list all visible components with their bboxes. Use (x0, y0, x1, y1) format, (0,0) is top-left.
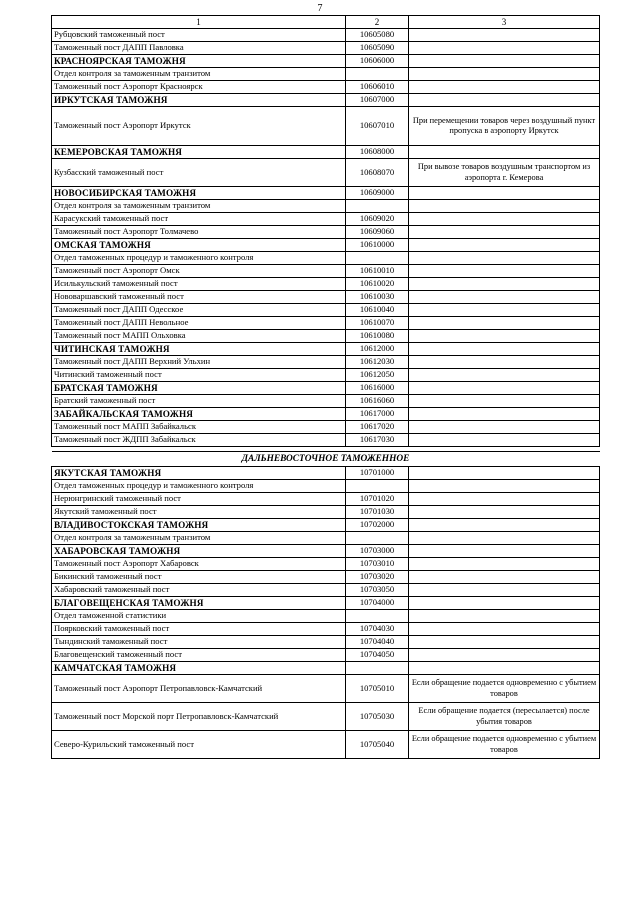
post-note-cell (409, 304, 600, 317)
table-row (52, 252, 600, 265)
customs-office-row (52, 597, 600, 610)
customs-office-row (52, 187, 600, 200)
post-name-cell: Хабаровский таможенный пост (52, 584, 346, 597)
post-name-cell: Отдел контроля за таможенным транзитом (52, 200, 346, 213)
customs-office-row (52, 146, 600, 159)
customs-office-row (52, 55, 600, 68)
post-code-cell: 10609000 (346, 187, 409, 200)
post-name-cell: Таможенный пост Аэропорт Омск (52, 265, 346, 278)
post-note-cell (409, 29, 600, 42)
section-heading-row (52, 452, 600, 467)
post-note-cell: Если обращение подается одновременно с убытием товаров (409, 675, 600, 703)
table-row (52, 107, 600, 146)
customs-office-row (52, 519, 600, 532)
post-code-cell (346, 662, 409, 675)
post-code-cell: 10610020 (346, 278, 409, 291)
customs-office-row (52, 545, 600, 558)
post-code-cell: 10607000 (346, 94, 409, 107)
post-code-cell: 10607010 (346, 107, 409, 146)
post-name-cell: ВЛАДИВОСТОКСКАЯ ТАМОЖНЯ (52, 519, 346, 532)
post-note-cell (409, 94, 600, 107)
post-note-cell (409, 200, 600, 213)
post-name-cell: Нерюнгринский таможенный пост (52, 493, 346, 506)
post-note-cell (409, 506, 600, 519)
post-name-cell: Нововаршавский таможенный пост (52, 291, 346, 304)
post-code-cell: 10610080 (346, 330, 409, 343)
post-code-cell (346, 200, 409, 213)
post-code-cell: 10609020 (346, 213, 409, 226)
post-name-cell: ЗАБАЙКАЛЬСКАЯ ТАМОЖНЯ (52, 408, 346, 421)
post-note-cell (409, 317, 600, 330)
post-code-cell: 10605080 (346, 29, 409, 42)
table-row (52, 421, 600, 434)
post-note-cell (409, 226, 600, 239)
post-code-cell: 10617000 (346, 408, 409, 421)
table-body (52, 16, 600, 759)
customs-office-row (52, 467, 600, 480)
post-code-cell: 10610010 (346, 265, 409, 278)
post-code-cell (346, 480, 409, 493)
post-note-cell (409, 558, 600, 571)
post-code-cell: 10705040 (346, 731, 409, 759)
customs-office-row (52, 382, 600, 395)
post-name-cell: Карасукский таможенный пост (52, 213, 346, 226)
table-row (52, 506, 600, 519)
post-note-cell (409, 55, 600, 68)
post-code-cell: 10703000 (346, 545, 409, 558)
post-name-cell: Кузбасский таможенный пост (52, 159, 346, 187)
table-row (52, 356, 600, 369)
post-name-cell: Благовещенский таможенный пост (52, 649, 346, 662)
post-name-cell: ЧИТИНСКАЯ ТАМОЖНЯ (52, 343, 346, 356)
post-note-cell (409, 662, 600, 675)
table-row (52, 649, 600, 662)
post-note-cell (409, 610, 600, 623)
post-name-cell: Таможенный пост Аэропорт Петропавловск-Камчатский (52, 675, 346, 703)
post-note-cell (409, 493, 600, 506)
table-row (52, 703, 600, 731)
post-code-cell: 10704030 (346, 623, 409, 636)
table-row (52, 731, 600, 759)
table-row (52, 29, 600, 42)
post-code-cell: 10703050 (346, 584, 409, 597)
post-name-cell: КАМЧАТСКАЯ ТАМОЖНЯ (52, 662, 346, 675)
post-code-cell: 10701000 (346, 467, 409, 480)
post-note-cell (409, 252, 600, 265)
post-name-cell: Таможенный пост Аэропорт Хабаровск (52, 558, 346, 571)
table-row (52, 493, 600, 506)
post-note-cell (409, 291, 600, 304)
post-name-cell: НОВОСИБИРСКАЯ ТАМОЖНЯ (52, 187, 346, 200)
post-note-cell (409, 382, 600, 395)
post-name-cell: Поярковский таможенный пост (52, 623, 346, 636)
customs-office-row (52, 239, 600, 252)
post-note-cell (409, 519, 600, 532)
table-row (52, 480, 600, 493)
post-code-cell: 10701030 (346, 506, 409, 519)
table-row (52, 291, 600, 304)
post-name-cell: БЛАГОВЕЩЕНСКАЯ ТАМОЖНЯ (52, 597, 346, 610)
post-code-cell: 10608000 (346, 146, 409, 159)
post-code-cell: 10703020 (346, 571, 409, 584)
post-name-cell: Таможенный пост Аэропорт Красноярск (52, 81, 346, 94)
post-name-cell: Бикинский таможенный пост (52, 571, 346, 584)
post-name-cell: Северо-Курильский таможенный пост (52, 731, 346, 759)
post-code-cell: 10610070 (346, 317, 409, 330)
post-note-cell: Если обращение подается (пересылается) после убытия товаров (409, 703, 600, 731)
post-note-cell (409, 434, 600, 447)
post-note-cell (409, 369, 600, 382)
post-name-cell: КЕМЕРОВСКАЯ ТАМОЖНЯ (52, 146, 346, 159)
post-note-cell (409, 278, 600, 291)
post-note-cell (409, 545, 600, 558)
customs-office-row (52, 662, 600, 675)
section-heading: ДАЛЬНЕВОСТОЧНОЕ ТАМОЖЕННОЕ (52, 452, 600, 467)
post-code-cell: 10704050 (346, 649, 409, 662)
customs-office-row (52, 408, 600, 421)
post-code-cell: 10606010 (346, 81, 409, 94)
post-note-cell (409, 146, 600, 159)
column-header-1: 1 (52, 16, 346, 29)
post-code-cell: 10610030 (346, 291, 409, 304)
post-name-cell: Рубцовский таможенный пост (52, 29, 346, 42)
table-row (52, 369, 600, 382)
post-code-cell: 10616060 (346, 395, 409, 408)
post-name-cell: Таможенный пост МАПП Забайкальск (52, 421, 346, 434)
customs-posts-table (51, 15, 600, 759)
post-code-cell: 10612030 (346, 356, 409, 369)
table-row (52, 395, 600, 408)
table-row (52, 623, 600, 636)
post-note-cell: При перемещении товаров через воздушный пункт пропуска в аэропорту Иркутск (409, 107, 600, 146)
post-note-cell (409, 395, 600, 408)
post-name-cell: Таможенный пост Аэропорт Иркутск (52, 107, 346, 146)
post-note-cell (409, 408, 600, 421)
post-name-cell: Исилькульский таможенный пост (52, 278, 346, 291)
post-code-cell: 10617020 (346, 421, 409, 434)
post-code-cell: 10702000 (346, 519, 409, 532)
post-code-cell: 10612050 (346, 369, 409, 382)
table-row (52, 265, 600, 278)
table-row (52, 159, 600, 187)
table-row (52, 584, 600, 597)
post-code-cell: 10705030 (346, 703, 409, 731)
table-row (52, 558, 600, 571)
table-row (52, 68, 600, 81)
post-note-cell (409, 597, 600, 610)
post-code-cell: 10612000 (346, 343, 409, 356)
post-code-cell: 10610000 (346, 239, 409, 252)
customs-office-row (52, 94, 600, 107)
post-code-cell: 10704000 (346, 597, 409, 610)
post-name-cell: ОМСКАЯ ТАМОЖНЯ (52, 239, 346, 252)
post-note-cell (409, 421, 600, 434)
post-note-cell (409, 81, 600, 94)
post-name-cell: Читинский таможенный пост (52, 369, 346, 382)
post-note-cell (409, 213, 600, 226)
table-row (52, 610, 600, 623)
post-note-cell (409, 584, 600, 597)
post-note-cell (409, 187, 600, 200)
column-header-2: 2 (346, 16, 409, 29)
post-note-cell (409, 649, 600, 662)
post-name-cell: Отдел контроля за таможенным транзитом (52, 68, 346, 81)
post-name-cell: Отдел таможенной статистики (52, 610, 346, 623)
post-name-cell: Отдел таможенных процедур и таможенного контроля (52, 480, 346, 493)
customs-office-row (52, 343, 600, 356)
post-code-cell (346, 532, 409, 545)
post-code-cell: 10606000 (346, 55, 409, 68)
post-code-cell: 10703010 (346, 558, 409, 571)
post-name-cell: БРАТСКАЯ ТАМОЖНЯ (52, 382, 346, 395)
table-row (52, 434, 600, 447)
post-name-cell: Отдел таможенных процедур и таможенного контроля (52, 252, 346, 265)
post-code-cell (346, 610, 409, 623)
table-row (52, 330, 600, 343)
post-note-cell (409, 636, 600, 649)
post-code-cell: 10705010 (346, 675, 409, 703)
post-name-cell: Братский таможенный пост (52, 395, 346, 408)
post-code-cell: 10617030 (346, 434, 409, 447)
post-name-cell: Отдел контроля за таможенным транзитом (52, 532, 346, 545)
table-row (52, 636, 600, 649)
table-row (52, 571, 600, 584)
post-name-cell: Таможенный пост ДАПП Одесское (52, 304, 346, 317)
post-note-cell (409, 571, 600, 584)
post-code-cell: 10608070 (346, 159, 409, 187)
table-row (52, 278, 600, 291)
post-code-cell: 10605090 (346, 42, 409, 55)
post-name-cell: Якутский таможенный пост (52, 506, 346, 519)
post-note-cell (409, 480, 600, 493)
table-row (52, 200, 600, 213)
post-note-cell (409, 42, 600, 55)
post-name-cell: Таможенный пост МАПП Ольховка (52, 330, 346, 343)
post-note-cell (409, 330, 600, 343)
column-header-3: 3 (409, 16, 600, 29)
post-name-cell: КРАСНОЯРСКАЯ ТАМОЖНЯ (52, 55, 346, 68)
post-note-cell (409, 623, 600, 636)
table-row (52, 213, 600, 226)
post-name-cell: Таможенный пост ДАПП Невольное (52, 317, 346, 330)
page-number: 7 (317, 3, 323, 14)
table-row (52, 532, 600, 545)
post-note-cell: Если обращение подается одновременно с убытием товаров (409, 731, 600, 759)
post-code-cell (346, 68, 409, 81)
post-name-cell: Таможенный пост Морской порт Петропавловск-Камчатский (52, 703, 346, 731)
table-row (52, 304, 600, 317)
post-note-cell (409, 343, 600, 356)
table-row (52, 675, 600, 703)
table-row (52, 42, 600, 55)
table-row (52, 81, 600, 94)
post-note-cell (409, 532, 600, 545)
post-note-cell (409, 68, 600, 81)
post-name-cell: Таможенный пост Аэропорт Толмачево (52, 226, 346, 239)
table-header-row (52, 16, 600, 29)
table-row (52, 317, 600, 330)
post-note-cell: При вывозе товаров воздушным транспортом из аэропорта г. Кемерова (409, 159, 600, 187)
post-note-cell (409, 265, 600, 278)
post-name-cell: ИРКУТСКАЯ ТАМОЖНЯ (52, 94, 346, 107)
post-code-cell: 10610040 (346, 304, 409, 317)
post-name-cell: Таможенный пост ДАПП Верхний Ульхин (52, 356, 346, 369)
post-name-cell: Таможенный пост ДАПП Павловка (52, 42, 346, 55)
table-row (52, 226, 600, 239)
post-name-cell: Тындинский таможенный пост (52, 636, 346, 649)
post-code-cell: 10616000 (346, 382, 409, 395)
post-note-cell (409, 467, 600, 480)
post-name-cell: ЯКУТСКАЯ ТАМОЖНЯ (52, 467, 346, 480)
post-code-cell (346, 252, 409, 265)
post-note-cell (409, 356, 600, 369)
post-code-cell: 10704040 (346, 636, 409, 649)
post-name-cell: ХАБАРОВСКАЯ ТАМОЖНЯ (52, 545, 346, 558)
post-name-cell: Таможенный пост ЖДПП Забайкальск (52, 434, 346, 447)
post-code-cell: 10701020 (346, 493, 409, 506)
post-note-cell (409, 239, 600, 252)
post-code-cell: 10609060 (346, 226, 409, 239)
